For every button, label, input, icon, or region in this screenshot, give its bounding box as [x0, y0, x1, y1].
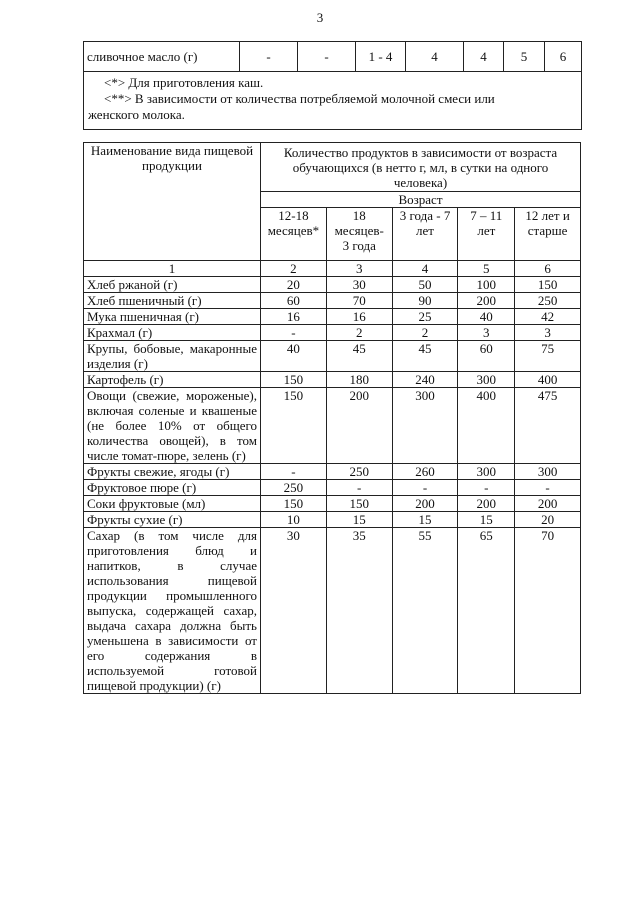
value-cell: 150 — [261, 496, 327, 512]
table-row — [84, 388, 581, 464]
header-age: Возраст — [261, 192, 581, 208]
value-cell: 250 — [515, 293, 581, 309]
value-cell: 300 — [458, 464, 515, 480]
value-cell: 45 — [392, 341, 458, 372]
value-cell: 70 — [515, 528, 581, 694]
value-cell: 200 — [326, 388, 392, 464]
table-body — [84, 277, 581, 694]
product-name: Картофель (г) — [84, 372, 261, 388]
value-cell: 5 — [504, 42, 545, 72]
page-number: 3 — [316, 10, 324, 25]
value-cell: 2 — [326, 325, 392, 341]
product-name: Овощи (свежие, мороженые), включая соленые и квашеные (не более 10% от общего количества овощей), в том числе томат-пюре, зелень (г) — [84, 388, 261, 464]
product-name: Крупы, бобовые, макаронные изделия (г) — [84, 341, 261, 372]
header-age-group: 3 года - 7 лет — [392, 208, 458, 261]
table-row — [84, 372, 581, 388]
value-cell: 35 — [326, 528, 392, 694]
value-cell: 4 — [464, 42, 504, 72]
value-cell: - — [515, 480, 581, 496]
value-cell: 75 — [515, 341, 581, 372]
value-cell: 45 — [326, 341, 392, 372]
value-cell: 300 — [515, 464, 581, 480]
footnote: <**> В зависимости от количества потребляемой молочной смеси или — [104, 91, 495, 106]
value-cell: 65 — [458, 528, 515, 694]
value-cell: 250 — [326, 464, 392, 480]
value-cell: 16 — [326, 309, 392, 325]
value-cell: 20 — [261, 277, 327, 293]
table-row — [84, 309, 581, 325]
product-name: Фрукты свежие, ягоды (г) — [84, 464, 261, 480]
value-cell: 200 — [392, 496, 458, 512]
value-cell: 200 — [515, 496, 581, 512]
value-cell: - — [261, 325, 327, 341]
product-name: Фрукты сухие (г) — [84, 512, 261, 528]
value-cell: - — [261, 464, 327, 480]
value-cell: 150 — [261, 372, 327, 388]
table-row — [84, 528, 581, 694]
value-cell: 6 — [545, 42, 582, 72]
value-cell: 30 — [261, 528, 327, 694]
product-name: Крахмал (г) — [84, 325, 261, 341]
value-cell: 200 — [458, 496, 515, 512]
value-cell: 55 — [392, 528, 458, 694]
value-cell: 50 — [392, 277, 458, 293]
value-cell: 15 — [392, 512, 458, 528]
value-cell: - — [298, 42, 356, 72]
value-cell: 100 — [458, 277, 515, 293]
value-cell: 60 — [261, 293, 327, 309]
value-cell: 400 — [458, 388, 515, 464]
table-row — [84, 512, 581, 528]
value-cell: 150 — [326, 496, 392, 512]
value-cell: 300 — [458, 372, 515, 388]
value-cell: 15 — [458, 512, 515, 528]
value-cell: 260 — [392, 464, 458, 480]
footnote: <*> Для приготовления каш. — [104, 75, 264, 90]
table-row — [84, 341, 581, 372]
header-product-name: Наименование вида пищевой продукции — [84, 143, 261, 261]
value-cell: 400 — [515, 372, 581, 388]
product-name: Хлеб ржаной (г) — [84, 277, 261, 293]
product-name: Соки фруктовые (мл) — [84, 496, 261, 512]
value-cell: 200 — [458, 293, 515, 309]
value-cell: 3 — [458, 325, 515, 341]
table-row — [84, 42, 582, 72]
value-cell: 300 — [392, 388, 458, 464]
value-cell: 16 — [261, 309, 327, 325]
value-cell: 10 — [261, 512, 327, 528]
header-age-group: 18 месяцев- 3 года — [326, 208, 392, 261]
value-cell: - — [392, 480, 458, 496]
column-number: 1 — [84, 261, 261, 277]
products-table — [83, 142, 581, 694]
header-row — [84, 143, 581, 192]
value-cell: 42 — [515, 309, 581, 325]
table-row — [84, 293, 581, 309]
value-cell: 180 — [326, 372, 392, 388]
value-cell: 475 — [515, 388, 581, 464]
value-cell: 20 — [515, 512, 581, 528]
value-cell: 70 — [326, 293, 392, 309]
value-cell: - — [458, 480, 515, 496]
value-cell: 60 — [458, 341, 515, 372]
row-name: сливочное масло (г) — [84, 42, 240, 72]
value-cell: 150 — [515, 277, 581, 293]
value-cell: 240 — [392, 372, 458, 388]
footnote: женского молока. — [88, 107, 185, 122]
column-number: 5 — [458, 261, 515, 277]
column-number: 2 — [261, 261, 327, 277]
column-number: 3 — [326, 261, 392, 277]
column-number: 6 — [515, 261, 581, 277]
header-age-group: 12 лет и старше — [515, 208, 581, 261]
value-cell: 3 — [515, 325, 581, 341]
product-name: Мука пшеничная (г) — [84, 309, 261, 325]
value-cell: 90 — [392, 293, 458, 309]
value-cell: 2 — [392, 325, 458, 341]
value-cell: 15 — [326, 512, 392, 528]
product-name: Хлеб пшеничный (г) — [84, 293, 261, 309]
header-age-group: 7 – 11 лет — [458, 208, 515, 261]
value-cell: 30 — [326, 277, 392, 293]
value-cell: - — [326, 480, 392, 496]
value-cell: 250 — [261, 480, 327, 496]
table-row — [84, 277, 581, 293]
table-row — [84, 325, 581, 341]
value-cell: 40 — [261, 341, 327, 372]
value-cell: 25 — [392, 309, 458, 325]
column-numbers-row — [84, 261, 581, 277]
column-number: 4 — [392, 261, 458, 277]
value-cell: 40 — [458, 309, 515, 325]
value-cell: 1 - 4 — [356, 42, 406, 72]
product-name: Фруктовое пюре (г) — [84, 480, 261, 496]
table-row — [84, 464, 581, 480]
value-cell: 150 — [261, 388, 327, 464]
table-row — [84, 480, 581, 496]
value-cell: - — [240, 42, 298, 72]
footnotes — [84, 72, 582, 130]
notes-row — [84, 72, 582, 130]
continued-table-fragment — [83, 41, 582, 130]
value-cell: 4 — [406, 42, 464, 72]
table-row — [84, 496, 581, 512]
product-name: Сахар (в том числе для приготовления блюд и напитков, в случае использования пищевой продукции промышленного выпуска, содержащей сахар, выдача сахара должна быть уменьшена в зависимости от его содержания в используемой готовой пищевой продукции) (г) — [84, 528, 261, 694]
header-quantity: Количество продуктов в зависимости от возраста обучающихся (в нетто г, мл, в сутки на одного человека) — [261, 143, 581, 192]
header-age-group: 12-18 месяцев* — [261, 208, 327, 261]
